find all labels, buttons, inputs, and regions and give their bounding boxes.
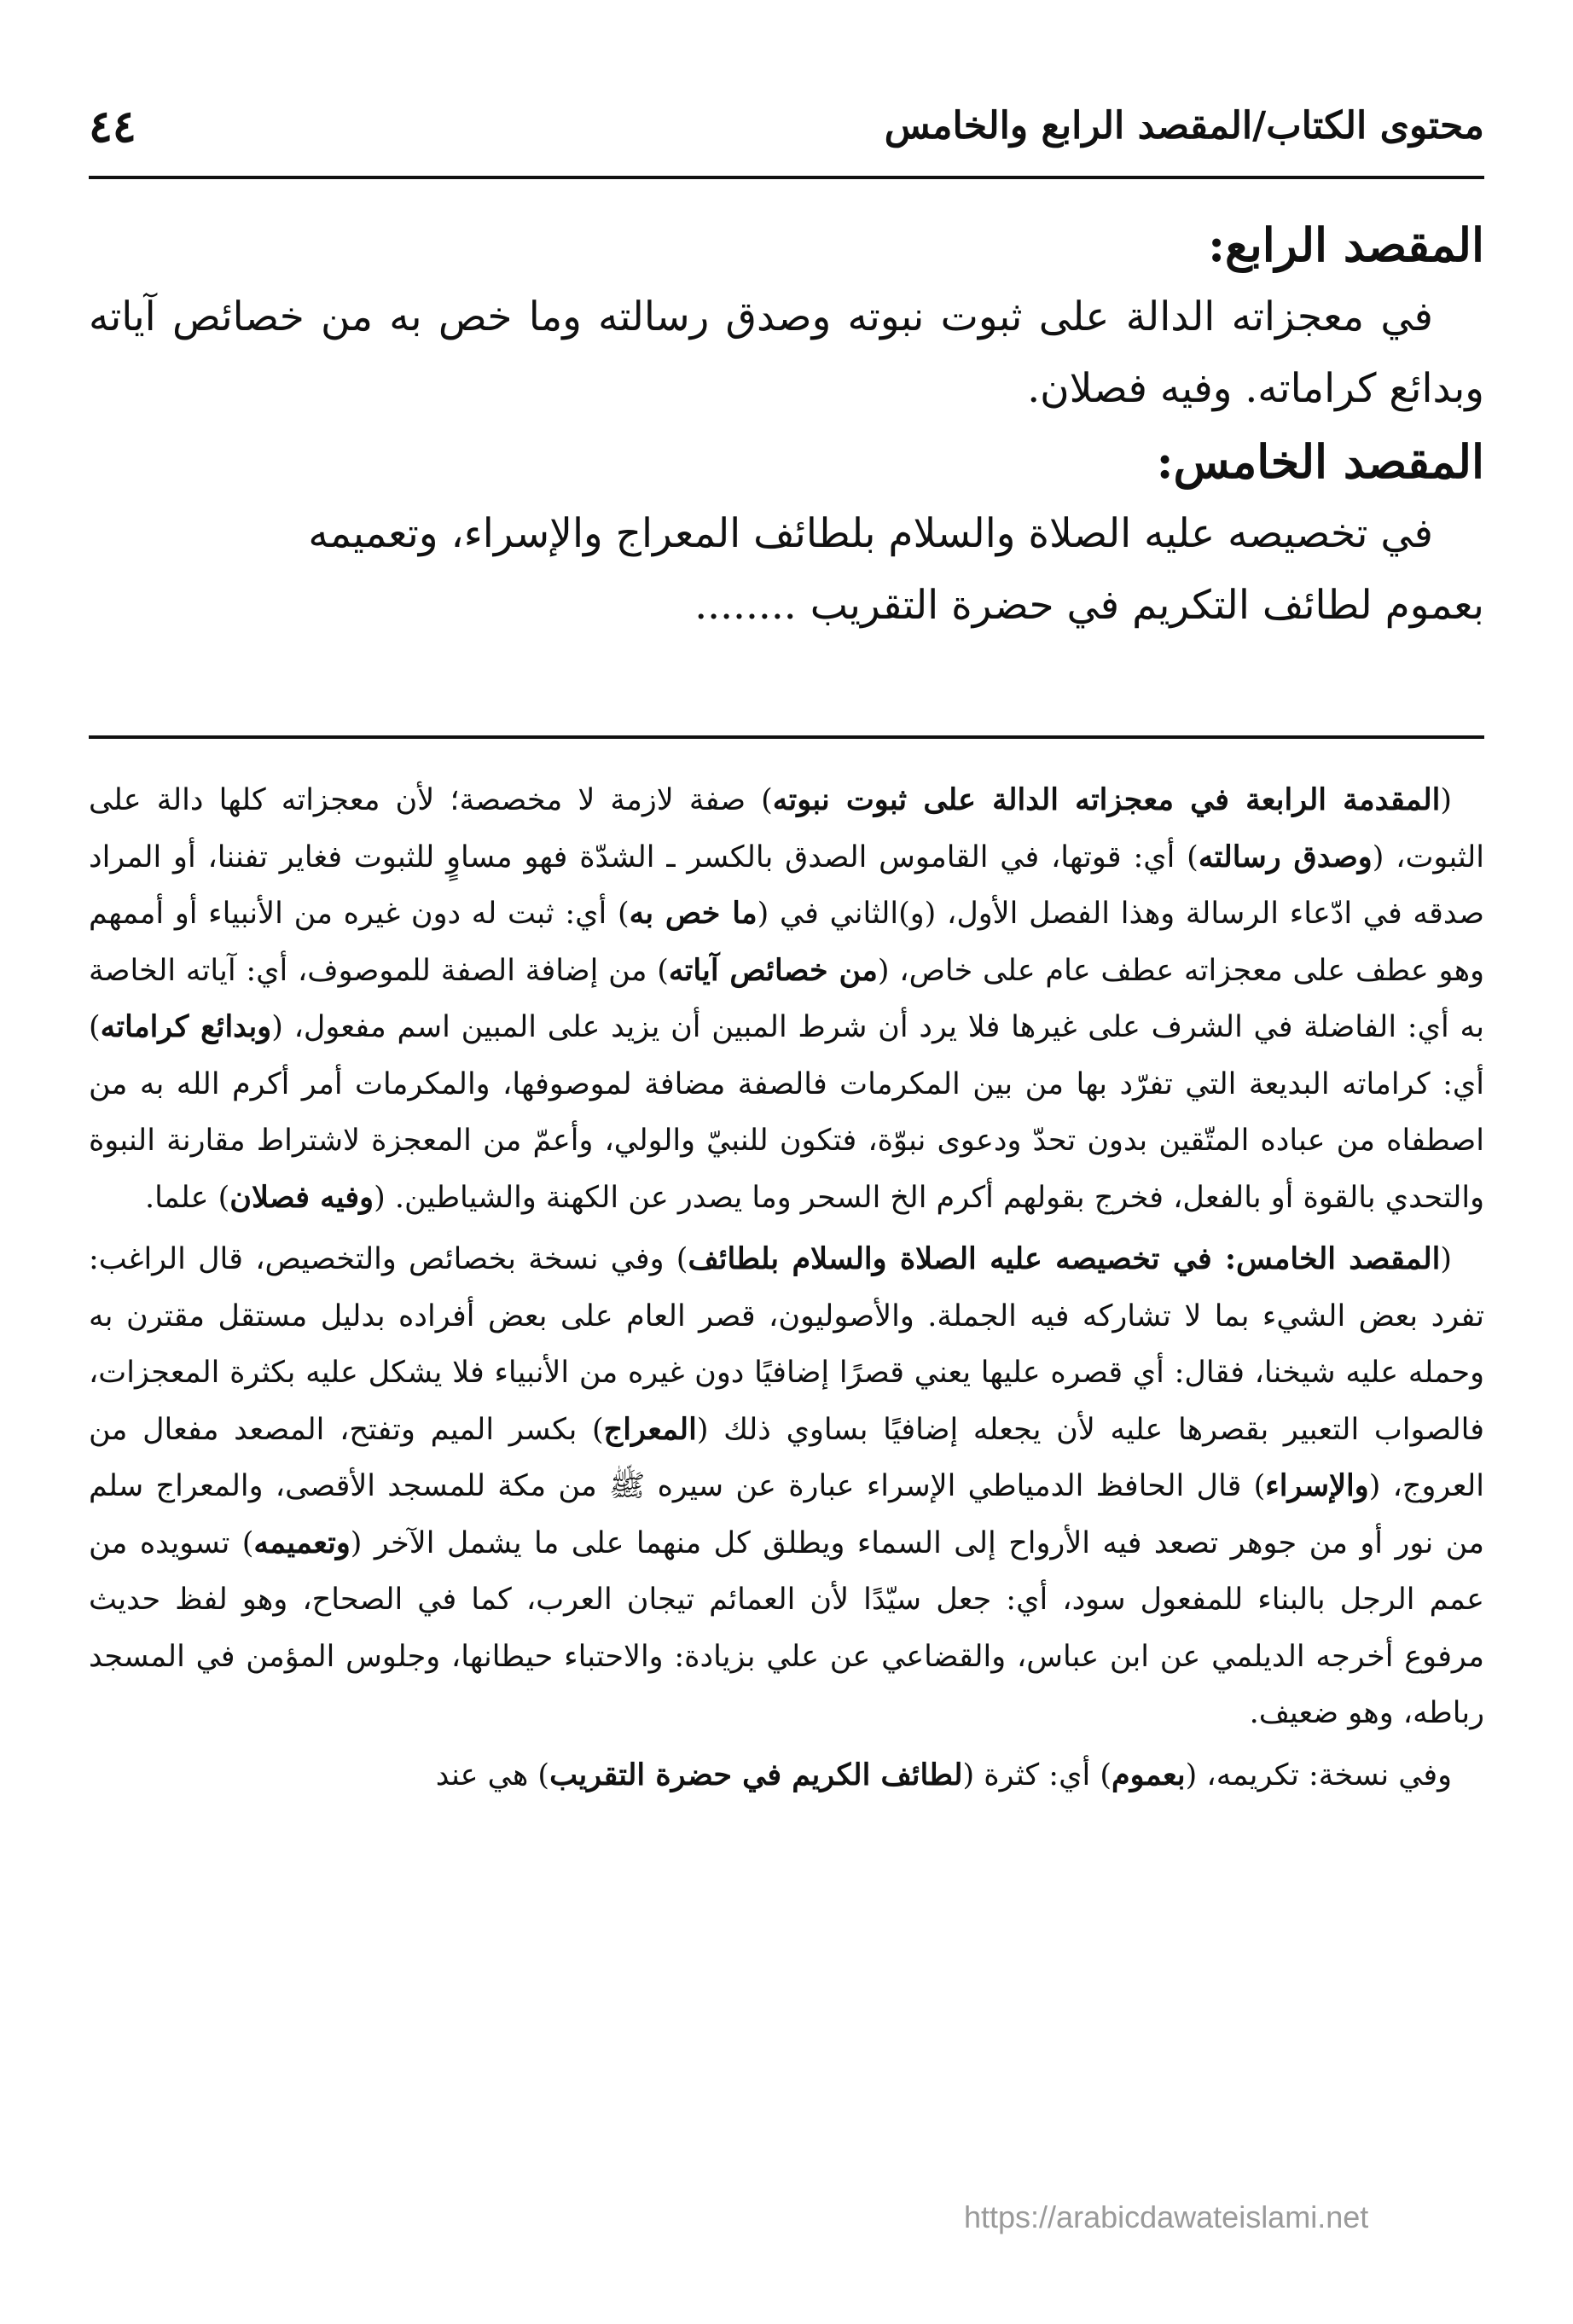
emphasized-text: لطائف الكريم في حضرة التقريب	[549, 1757, 963, 1792]
main-text	[89, 208, 1484, 642]
commentary-text: ) وفي نسخة بخصائص والتخصيص، قال الراغب: تفرد بعض الشيء بما لا تشاركه فيه الجملة. والأصوليون، قصر العام على بعض أفراده بدليل مستقل مقترن به وحمله عليه شيخنا، فقال: أي قصره عليها يعني قصرًا إضافيًا دون غيره من الأنبياء فلا يشكل عليه بكثرة المعجزات، فالصواب التعبير بقصرها عليه لأن يجعله إضافيًا بساوي ذلك (	[89, 1242, 1485, 1447]
commentary-text: (	[1440, 1242, 1453, 1276]
section5-last-text: بعموم لطائف التكريم في حضرة التقريب	[810, 582, 1484, 629]
commentary-text: ) بكسر الميم وتفتح، المصعد مفعال من العروج، (	[89, 1412, 1484, 1503]
emphasized-text: وبدائع كراماته	[100, 1009, 272, 1044]
emphasized-text: المعراج	[603, 1411, 697, 1447]
commentary-text: ) هي عند	[435, 1758, 550, 1792]
emphasized-text: من خصائص آياته	[668, 952, 878, 988]
section5-last-line	[89, 570, 1484, 642]
commentary-text: ) أي: كراماته البديعة التي تفرّد بها من بين المكرمات فالصفة مضافة لموصوفها، والمكرمات أمر أكرم الله به من اصطفاه من عباده المتّقين بدون تحدّ ودعوى نبوّة، فتكون للنبيّ والولي، وأعمّ من المعجزة لاشتراط مقارنة النبوة والتحدي بالقوة أو بالفعل، فخرج بقولهم أكرم الخ السحر وما يصدر عن الكهنة والشياطين. (	[89, 1010, 1484, 1215]
emphasized-text: وتعميمه	[253, 1525, 351, 1560]
commentary-text: وفي نسخة: تكريمه، (	[1185, 1758, 1452, 1792]
commentary	[89, 772, 1484, 1809]
commentary-paragraph-3	[89, 1747, 1484, 1804]
emphasized-text: والإسراء	[1265, 1468, 1369, 1503]
emphasized-text: المقصد الخامس: في تخصيصه عليه الصلاة والسلام بلطائف	[688, 1241, 1441, 1276]
commentary-paragraph-2	[89, 1231, 1484, 1742]
commentary-text: ) علما.	[144, 1180, 230, 1215]
section4-text: في معجزاته الدالة على ثبوت نبوته وصدق رسالته وما خص به من خصائص آياته وبدائع كراماته. وفيه فصلان.	[89, 293, 1484, 412]
section4-heading: المقصد الرابع:	[1208, 218, 1484, 272]
header-rule	[89, 176, 1484, 179]
emphasized-text: وفيه فصلان	[229, 1179, 374, 1215]
commentary-text: ) أي: قوتها، في القاموس الصدق بالكسر ـ الشدّة فهو مساوٍ للثبوت فغاير تفننا، أو المراد صدقه في ادّعاء الرسالة وهذا الفصل الأول، (و)الثاني في (	[89, 840, 1484, 931]
commentary-text: (	[1440, 783, 1452, 817]
section5-heading: المقصد الخامس:	[1156, 434, 1484, 489]
commentary-text: ) من إضافة الصفة للموصوف، أي: آياته الخاصة به أي: الفاضلة في الشرف على غيرها فلا يرد أن شرط المبين أن يزيد على المبين اسم مفعول، (	[89, 953, 1484, 1044]
page-header	[89, 101, 1484, 169]
emphasized-text: بعموم	[1112, 1757, 1186, 1792]
separator-rule	[89, 735, 1484, 739]
commentary-text: ) قال الحافظ الدمياطي الإسراء عبارة عن سيره ﷺ من مكة للمسجد الأقصى، والمعراج سلم من نور أو من جوهر تصعد فيه الأرواح إلى السماء ويطلق كل منهما على ما يشمل الآخر (	[89, 1469, 1484, 1560]
watermark: https://arabicdawateislami.net	[964, 2199, 1369, 2234]
emphasized-text: وصدق رسالته	[1198, 839, 1373, 874]
commentary-paragraph-1	[89, 772, 1484, 1226]
commentary-text: ) أي: ثبت له دون غيره من الأنبياء أو أممهم وهو عطف على معجزاته عطف عام على خاص، (	[89, 897, 1484, 988]
commentary-text: ) تسويده من عمم الرجل بالبناء للمفعول سود، أي: جعل سيّدًا لأن العمائم تيجان العرب، كما في الصحاح، وهو لفظ حديث مرفوع أخرجه الديلمي عن ابن عباس، والقضاعي عن علي بزيادة: والاحتباء حيطانها، وجلوس المؤمن في المسجد رباطه، وهو ضعيف.	[89, 1525, 1484, 1730]
commentary-text: ) أي: كثرة (	[962, 1758, 1112, 1792]
section5-text: في تخصيصه عليه الصلاة والسلام بلطائف المعراج والإسراء، وتعميمه	[308, 510, 1433, 557]
emphasized-text: المقدمة الرابعة في معجزاته الدالة على ثبوت نبوته	[772, 782, 1441, 817]
running-title: محتوى الكتاب/المقصد الرابع والخامس	[884, 104, 1484, 148]
emphasized-text: ما خص به	[629, 896, 757, 931]
commentary-text: ) صفة لازمة لا مخصصة؛ لأن معجزاته كلها دالة على الثبوت، (	[89, 783, 1484, 874]
page-number: ٤٤	[89, 101, 136, 153]
leader-dots: ........	[694, 582, 797, 629]
